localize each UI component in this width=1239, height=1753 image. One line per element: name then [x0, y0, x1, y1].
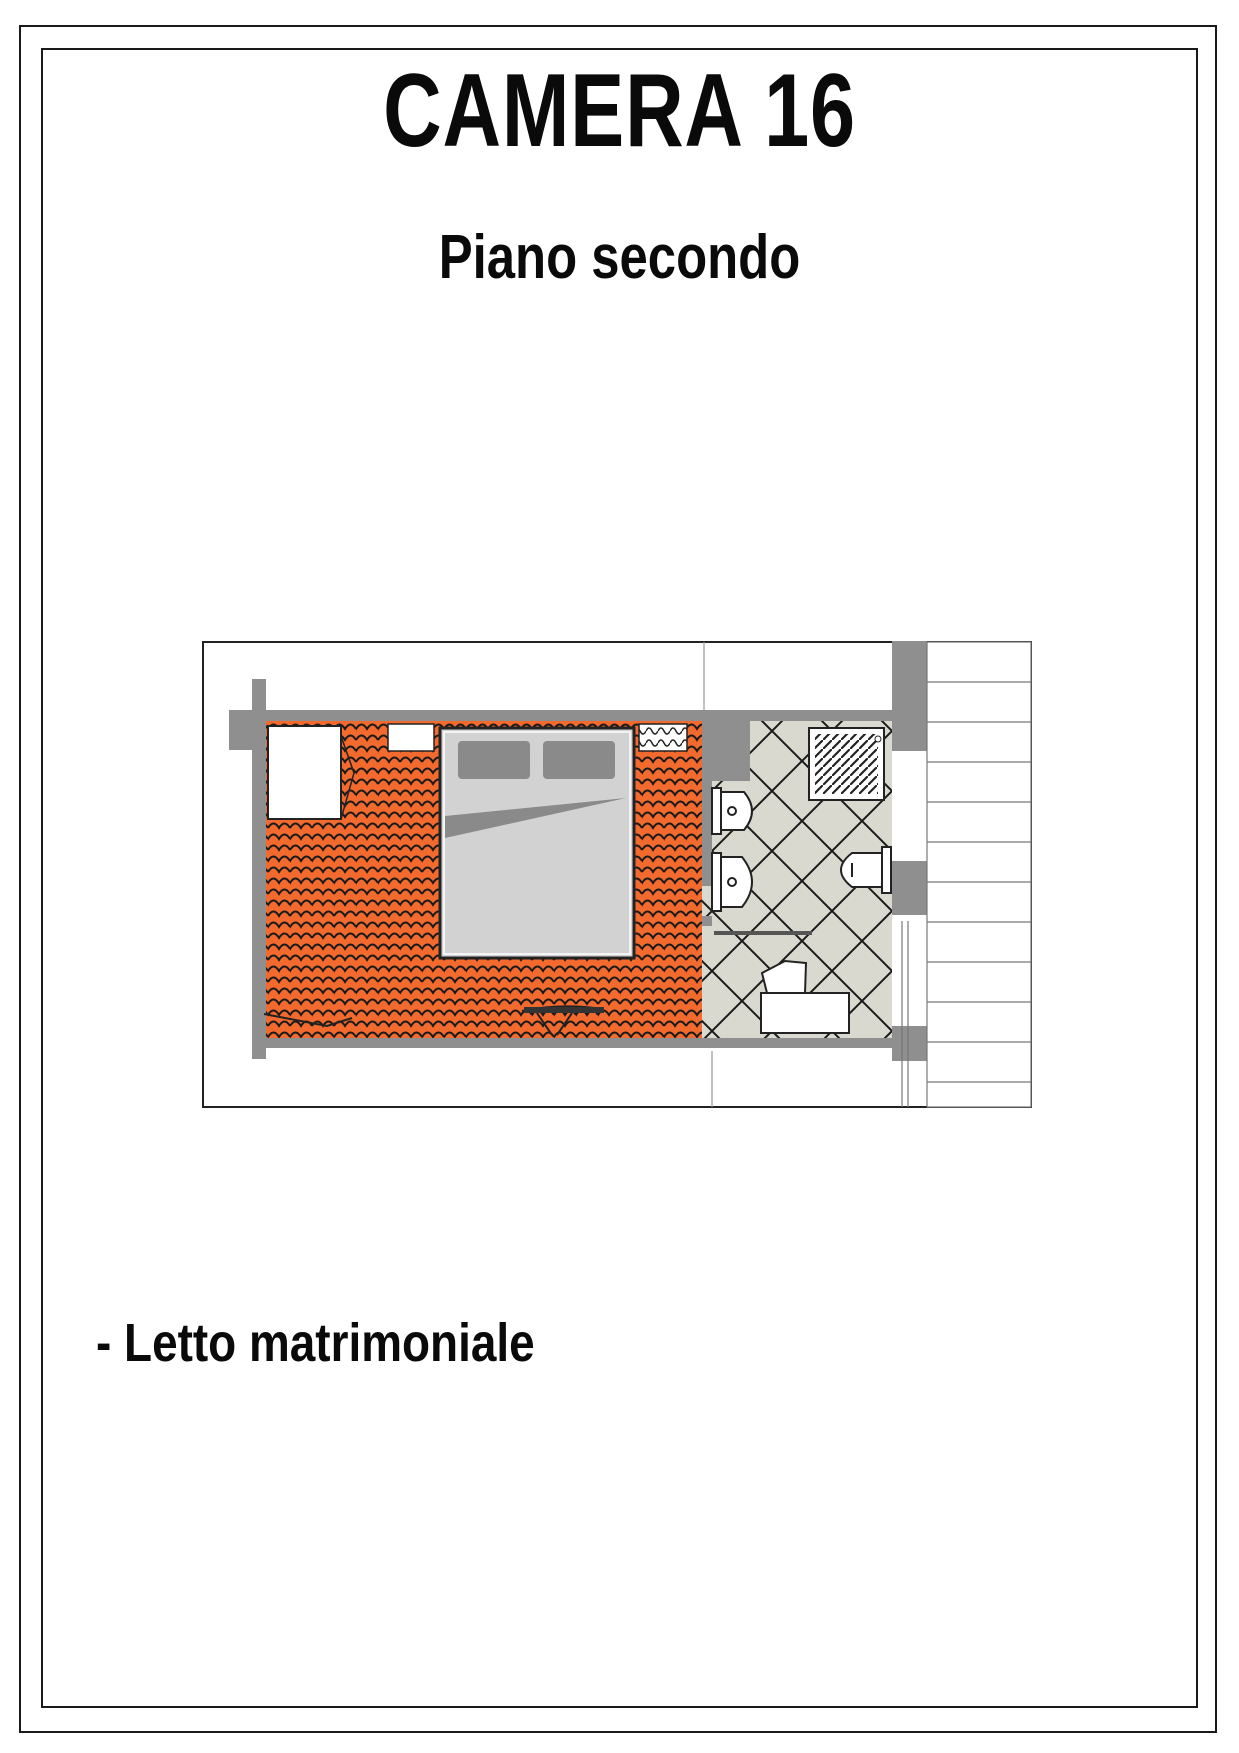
- shower-tray-grate: [815, 734, 878, 794]
- pillow: [458, 741, 530, 779]
- wardrobe: [268, 726, 341, 819]
- shower-drain: [875, 736, 881, 742]
- washbasin: [712, 853, 752, 911]
- pillow: [543, 741, 615, 779]
- double-bed: [440, 728, 634, 958]
- nightstand-right: [639, 724, 687, 751]
- feature-item: - Letto matrimoniale: [96, 1313, 535, 1373]
- bidet: [712, 788, 752, 834]
- page-title: CAMERA 16: [383, 53, 856, 169]
- nightstand-left: [388, 724, 434, 751]
- floor-plan: [202, 641, 1032, 1108]
- page-subtitle: Piano secondo: [438, 223, 801, 292]
